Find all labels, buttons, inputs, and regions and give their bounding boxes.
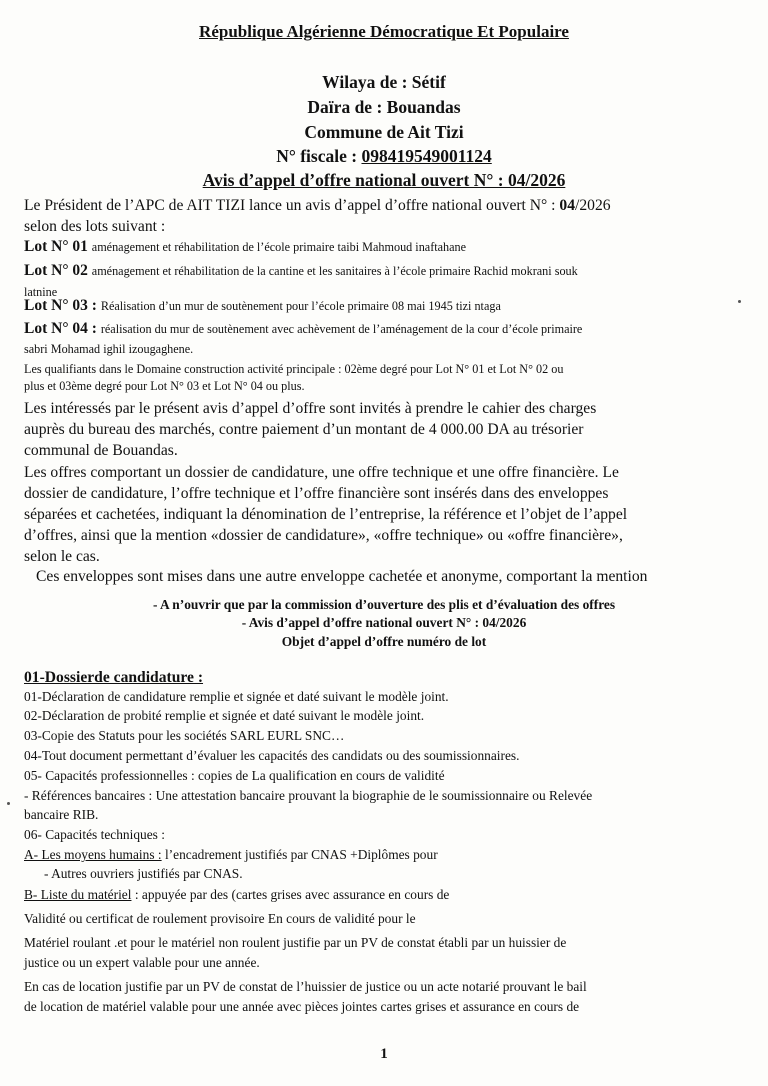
location-line-1: En cas de location justifie par un PV de constat de l’huissier de justice ou un acte notarié prouvant le bail xyxy=(24,979,587,994)
qualification-line-1: Les qualifiants dans le Domaine construction activité principale : 02ème degré pour Lot N° 01 et Lot N° 02 ou xyxy=(24,362,564,376)
moyens-humains-text: l’encadrement justifiés par CNAS +Diplômes pour xyxy=(161,847,438,862)
lot-04 xyxy=(24,321,749,337)
lot-label: Lot N° 02 xyxy=(24,262,92,279)
materiel-text: : appuyée par des (cartes grises avec assurance en cours de xyxy=(131,887,450,902)
daira-line: Daïra de : Bouandas xyxy=(307,97,461,117)
lot-description: aménagement et réhabilitation de l’école primaire taibi Mahmoud inaftahane xyxy=(91,240,467,254)
materiel-line-4: justice ou un expert valable pour une année. xyxy=(24,955,260,970)
materiel-line-1 xyxy=(24,886,749,904)
dossier-item: - Références bancaires : Une attestation bancaire prouvant la biographie de le soumissionnaire ou Relevée xyxy=(24,788,593,803)
offres-line-4: d’offres, ainsi que la mention «dossier de candidature», «offre technique» ou «offre financière», xyxy=(24,527,623,544)
dossier-item: 02-Déclaration de probité remplie et signée et daté suivant le modèle joint. xyxy=(24,708,425,723)
lot-01 xyxy=(24,239,749,255)
offres-line-2: dossier de candidature, l’offre technique et l’offre financière sont insérés dans des enveloppes xyxy=(24,485,609,502)
lot-description: réalisation du mur de soutènement avec achèvement de l’aménagement de la cour d’école primaire xyxy=(100,322,583,336)
dossier-item: bancaire RIB. xyxy=(24,807,99,822)
offres-line-3: séparées et cachetées, indiquant la dénomination de l’entreprise, la référence et l’objet de l’appel xyxy=(24,506,628,523)
materiel-label: B- Liste du matériel xyxy=(24,887,132,902)
lot-label: Lot N° 03 : xyxy=(24,297,101,314)
qualification-line-2: plus et 03ème degré pour Lot N° 03 et Lot N° 04 ou plus. xyxy=(24,379,305,393)
intro-text: Le Président de l’APC de AIT TIZI lance un avis d’appel d’offre national ouvert N° : xyxy=(24,197,560,214)
materiel-line-3: Matériel roulant .et pour le matériel non roulent justifie par un PV de constat établi par un huissier de xyxy=(24,935,567,950)
lot-02 xyxy=(24,263,749,279)
dossier-item: 06- Capacités techniques : xyxy=(24,827,165,842)
mention-line-1: - A n’ouvrir que par la commission d’ouverture des plis et d’évaluation des offres xyxy=(152,597,616,612)
mention-line-3: Objet d’appel d’offre numéro de lot xyxy=(281,634,487,649)
lot-label: Lot N° 04 : xyxy=(24,320,101,337)
moyens-humains-sub: - Autres ouvriers justifiés par CNAS. xyxy=(44,866,243,881)
moyens-humains-label: A- Les moyens humains : xyxy=(24,847,162,862)
lot-02-continued: latnine xyxy=(24,285,58,299)
mention-line-2: - Avis d’appel d’offre national ouvert N° : 04/2026 xyxy=(241,615,527,630)
fiscal-line xyxy=(0,146,768,167)
cahier-line-3: communal de Bouandas. xyxy=(24,442,178,459)
intro-year: /2026 xyxy=(575,197,611,214)
page-number: 1 xyxy=(380,1046,388,1062)
lot-03 xyxy=(24,298,749,314)
moyens-humains-line xyxy=(24,846,749,864)
wilaya-line: Wilaya de : Sétif xyxy=(322,72,446,92)
republic-heading: République Algérienne Démocratique Et Populaire xyxy=(199,22,569,41)
cahier-line-2: auprès du bureau des marchés, contre paiement d’un montant de 4 000.00 DA au trésorier xyxy=(24,421,584,438)
fiscal-number: 098419549001124 xyxy=(361,146,492,166)
dossier-item: 05- Capacités professionnelles : copies de La qualification en cours de validité xyxy=(24,768,445,783)
offres-line-6: Ces enveloppes sont mises dans une autre enveloppe cachetée et anonyme, comportant la mention xyxy=(36,568,648,585)
materiel-line-2: Validité ou certificat de roulement provisoire En cours de validité pour le xyxy=(24,911,416,926)
dossier-item: 03-Copie des Statuts pour les sociétés SARL EURL SNC… xyxy=(24,728,345,743)
cahier-line-1: Les intéressés par le présent avis d’appel d’offre sont invités à prendre le cahier des charges xyxy=(24,400,597,417)
commune-line: Commune de Ait Tizi xyxy=(304,122,464,142)
intro-line-2: selon des lots suivant : xyxy=(24,218,166,235)
scan-speck xyxy=(7,802,10,805)
intro-number: 04 xyxy=(559,197,576,214)
fiscal-label: N° fiscale : xyxy=(276,146,362,166)
scan-speck xyxy=(738,300,741,303)
offres-line-5: selon le cas. xyxy=(24,548,100,565)
lot-label: Lot N° 01 xyxy=(24,238,92,255)
lot-description: Réalisation d’un mur de soutènement pour l’école primaire 08 mai 1945 tizi ntaga xyxy=(100,299,501,313)
lot-04-continued: sabri Mohamad ighil izougaghene. xyxy=(24,342,194,356)
location-line-2: de location de matériel valable pour une année avec pièces jointes cartes grises et assurance en cours de xyxy=(24,999,580,1014)
dossier-item: 01-Déclaration de candidature remplie et signée et daté suivant le modèle joint. xyxy=(24,689,449,704)
offres-line-1: Les offres comportant un dossier de candidature, une offre technique et une offre financière. Le xyxy=(24,464,619,481)
lot-description: aménagement et réhabilitation de la cantine et les sanitaires à l’école primaire Rachid mokrani souk xyxy=(91,264,578,278)
intro-line-1 xyxy=(24,196,749,216)
dossier-title: 01-Dossierde candidature : xyxy=(24,669,204,686)
notice-title: Avis d’appel d’offre national ouvert N° : 04/2026 xyxy=(202,170,566,190)
dossier-item: 04-Tout document permettant d’évaluer les capacités des candidats ou des soumissionnaires. xyxy=(24,748,520,763)
